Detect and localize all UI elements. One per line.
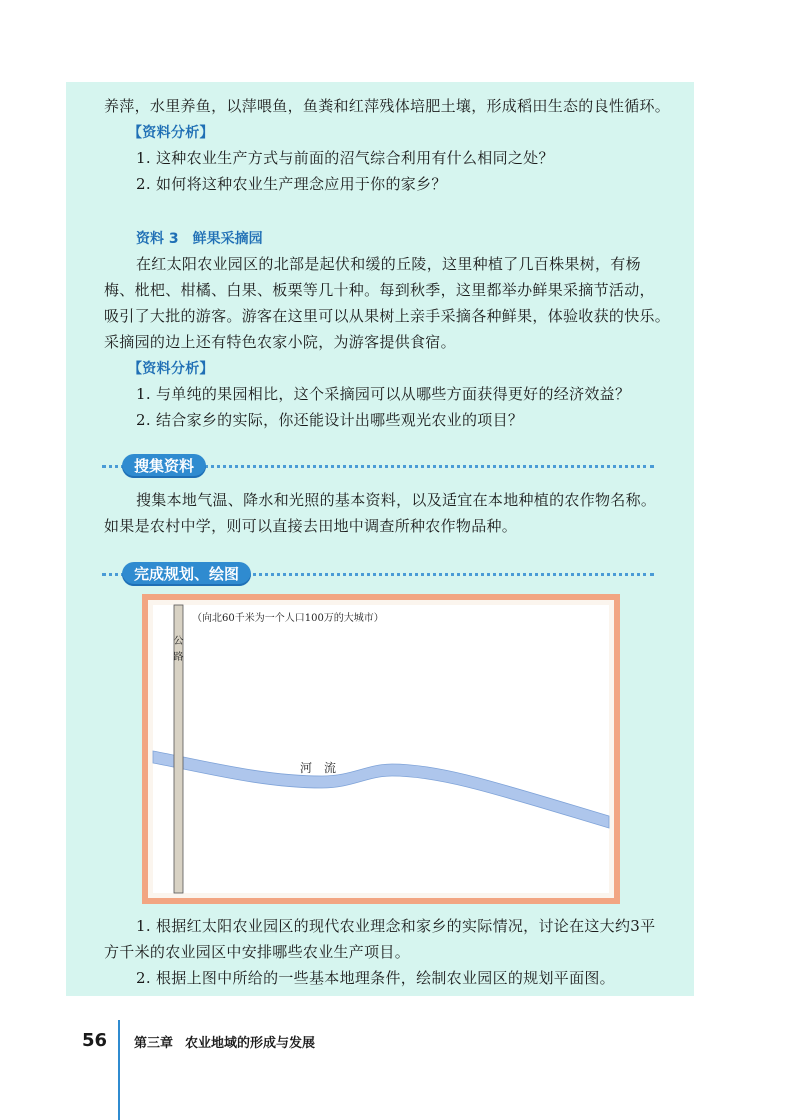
- material-3-title: [136, 228, 263, 248]
- chapter-number: 第三章: [134, 1036, 174, 1051]
- paragraph-line: 吸引了大批的游客。游客在这里可以从果树上亲手采摘各种鲜果，体验收获的快乐。: [104, 307, 671, 325]
- task-1-line-2: 方千米的农业园区中安排哪些农业生产项目。: [104, 943, 411, 961]
- site-map: [142, 594, 620, 904]
- road: [174, 605, 183, 893]
- question-1: 1. 这种农业生产方式与前面的沼气综合利用有什么相同之处？: [136, 149, 554, 167]
- task-1-line-1: 1. 根据红太阳农业园区的现代农业理念和家乡的实际情况，讨论在这大约3平: [136, 917, 656, 935]
- task-2: 2. 根据上图中所给的一些基本地理条件，绘制农业园区的规划平面图。: [136, 969, 615, 987]
- page-number: 56: [82, 1030, 108, 1051]
- map-area: [153, 605, 609, 893]
- material-3-name: 鲜果采摘园: [192, 231, 263, 247]
- paragraph-line: 在红太阳农业园区的北部是起伏和缓的丘陵，这里种植了几百株果树，有杨: [136, 255, 641, 273]
- paragraph-line: 养萍，水里养鱼，以萍喂鱼，鱼粪和红萍残体培肥土壤，形成稻田生态的良性循环。: [104, 97, 671, 115]
- section-heading: 搜集资料: [122, 454, 206, 478]
- chapter-header: [134, 1032, 315, 1051]
- analysis-tag: 【资料分析】: [128, 125, 214, 141]
- question-2: 2. 结合家乡的实际，你还能设计出哪些观光农业的项目？: [136, 411, 524, 429]
- question-2: 2. 如何将这种农业生产理念应用于你的家乡？: [136, 175, 447, 193]
- road-label-1: 公: [173, 636, 184, 647]
- analysis-tag: 【资料分析】: [128, 361, 214, 377]
- paragraph-line: 采摘园的边上还有特色农家小院，为游客提供食宿。: [104, 333, 456, 351]
- section-heading: 完成规划、绘图: [122, 562, 251, 586]
- material-3-label: 资料 3: [136, 231, 179, 247]
- chapter-title: 农业地域的形成与发展: [185, 1036, 316, 1051]
- map-note: （向北60千米为一个人口100万的大城市）: [192, 613, 384, 624]
- road-label-2: 路: [173, 652, 184, 663]
- paragraph-line: 梅、枇杷、柑橘、白果、板栗等几十种。每到秋季，这里都举办鲜果采摘节活动，: [104, 281, 655, 299]
- paragraph-line: 搜集本地气温、降水和光照的基本资料，以及适宜在本地种植的农作物名称。: [136, 491, 657, 509]
- paragraph-line: 如果是农村中学，则可以直接去田地中调查所种农作物品种。: [104, 517, 518, 535]
- question-1: 1. 与单纯的果园相比，这个采摘园可以从哪些方面获得更好的经济效益？: [136, 385, 631, 403]
- footer-rule: [118, 1020, 120, 1120]
- river-label: 河 流: [300, 761, 337, 775]
